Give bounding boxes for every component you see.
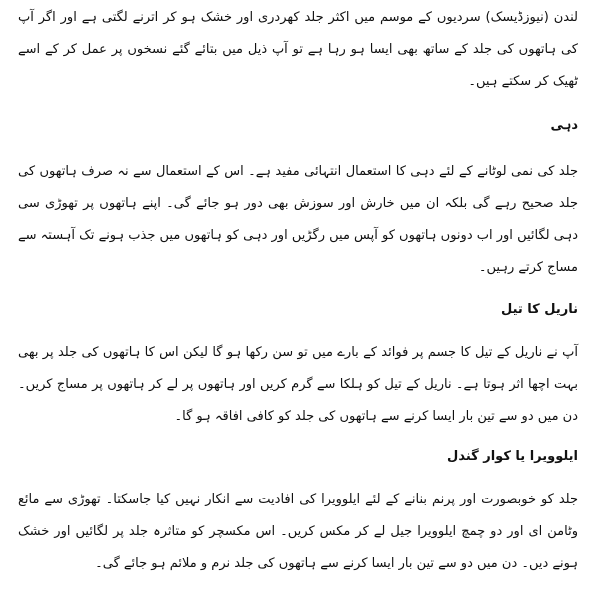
section-heading-yogurt: دہی <box>550 118 578 133</box>
section-heading-coconut-oil: ناریل کا تیل <box>500 302 578 317</box>
section-heading-aloe-vera: ایلوویرا یا کوار گندل <box>447 449 578 464</box>
intro-paragraph: لندن (نیوزڈیسک) سردیوں کے موسم میں اکثر جلد کھردری اور خشک ہو کر اترنے لگتی ہے اور اگر آپ کی ہاتھوں کی جلد کے ساتھ بھی ایسا ہو رہا ہے تو آپ ذیل میں بتائے گئے نسخوں پر عمل کر کے اسے ٹھیک کر سکتے ہیں۔ <box>18 10 578 89</box>
section-body-aloe-vera: جلد کو خوبصورت اور پرنم بنانے کے لئے ایلوویرا کی افادیت سے انکار نہیں کیا جاسکتا۔ تھوڑی سے مائع وٹامن ای اور دو چمچ ایلوویرا جیل لے کر مکس کریں۔ اس مکسچر کو متاثرہ جلد پر لگائیں اور خشک ہونے دیں۔ دن میں دو سے تین بار ایسا کرنے سے ہاتھوں کی جلد نرم و ملائم ہو جائے گی۔ <box>18 492 578 571</box>
section-body-yogurt: جلد کی نمی لوٹانے کے لئے دہی کا استعمال انتہائی مفید ہے۔ اس کے استعمال سے نہ صرف ہاتھوں کی جلد صحیح رہے گی بلکہ ان میں خارش اور سوزش بھی دور ہو جائے گی۔ اپنے ہاتھوں پر تھوڑی سی دہی لگائیں اور اب دونوں ہاتھوں کو آپس میں رگڑیں اور دہی کو ہاتھوں میں جذب ہونے تک آہستہ سے مساج کرتے رہیں۔ <box>18 164 578 275</box>
section-body-coconut-oil: آپ نے ناریل کے تیل کا جسم پر فوائد کے بارے میں تو سن رکھا ہو گا لیکن اس کا ہاتھوں کی جلد پر بھی بہت اچھا اثر ہوتا ہے۔ ناریل کے تیل کو ہلکا سے گرم کریں اور ہاتھوں پر لے کر ہاتھوں پر مساج کریں۔ دن میں دو سے تین بار ایسا کرنے سے ہاتھوں کی جلد کو کافی افاقہ ہو گا۔ <box>18 345 578 424</box>
